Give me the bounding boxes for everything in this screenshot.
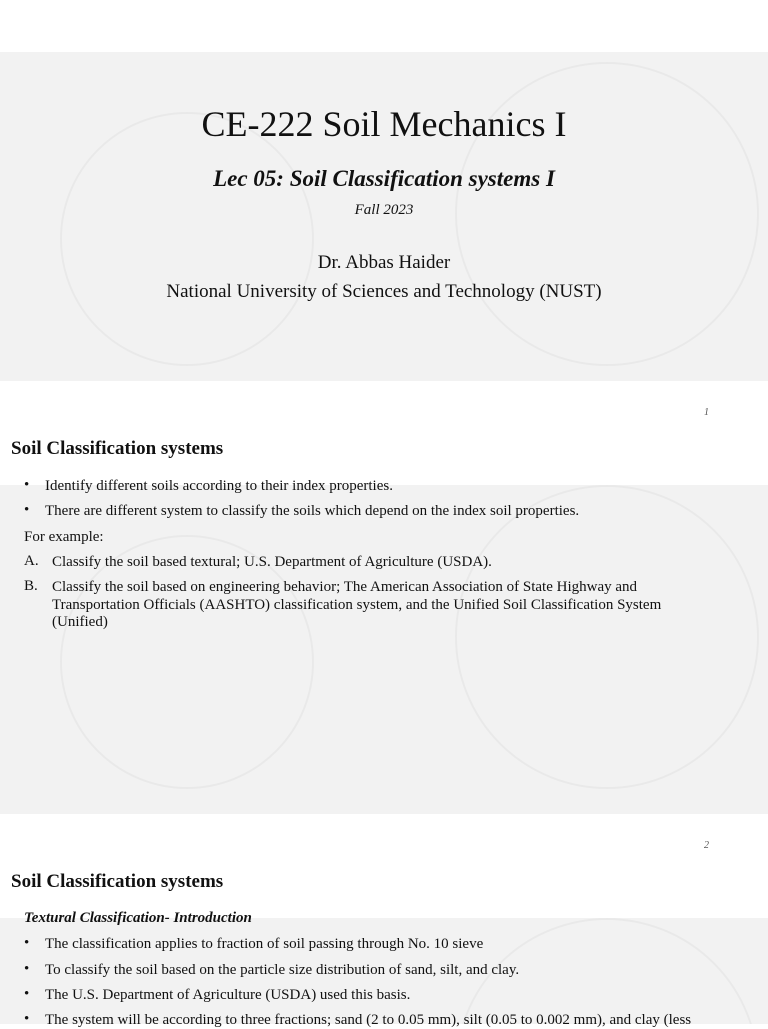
lecture-title: Lec 05: Soil Classification systems I: [213, 166, 555, 191]
watermark-seal-left: [60, 535, 314, 789]
bullet-marker: •: [24, 502, 30, 518]
course-title: CE-222 Soil Mechanics I: [201, 104, 567, 144]
slide-3-bullet-1: The classification applies to fraction of soil passing through No. 10 sieve: [45, 936, 484, 952]
title-slide: [0, 52, 768, 381]
slide-2-item-b-line-3: (Unified): [52, 614, 108, 630]
institution-name: National University of Sciences and Technology (NUST): [166, 281, 602, 302]
slide-2-item-b-line-1: Classify the soil based on engineering behavior; The American Association of State Highway and: [52, 579, 638, 595]
watermark-seal-right: [455, 485, 759, 789]
bullet-marker: •: [24, 477, 30, 493]
slide-2-item-a: Classify the soil based textural; U.S. Department of Agriculture (USDA).: [52, 554, 492, 570]
page-number-2: 2: [704, 840, 709, 851]
slide-2-heading: Soil Classification systems: [11, 438, 224, 459]
slide-3-subheading: Textural Classification- Introduction: [24, 910, 252, 926]
slide-2-bullet-2: There are different system to classify the soils which depend on the index soil properties.: [45, 503, 580, 519]
item-marker-a: A.: [24, 553, 39, 569]
slide-3-bullet-2: To classify the soil based on the particle size distribution of sand, silt, and clay.: [45, 962, 520, 978]
watermark-seal-left: [60, 112, 314, 366]
slide-2-background: [0, 485, 768, 814]
bullet-marker: •: [24, 935, 30, 951]
bullet-marker: •: [24, 961, 30, 977]
page-number-1: 1: [704, 407, 709, 418]
slide-3-bullet-4: The system will be according to three fractions; sand (2 to 0.05 mm), silt (0.05 to 0.002 mm), and clay (less: [45, 1012, 692, 1028]
bullet-marker: •: [24, 986, 30, 1002]
slide-3-bullet-3: The U.S. Department of Agriculture (USDA) used this basis.: [45, 987, 411, 1003]
item-marker-b: B.: [24, 578, 38, 594]
bullet-marker: •: [24, 1011, 30, 1027]
for-example-label: For example:: [24, 529, 104, 545]
slide-3-heading: Soil Classification systems: [11, 871, 224, 892]
slide-2-bullet-1: Identify different soils according to their index properties.: [45, 478, 393, 494]
term-label: Fall 2023: [354, 202, 414, 218]
author-name: Dr. Abbas Haider: [317, 252, 451, 273]
slide-2-item-b-line-2: Transportation Officials (AASHTO) classification system, and the Unified Soil Classification System: [52, 597, 662, 613]
